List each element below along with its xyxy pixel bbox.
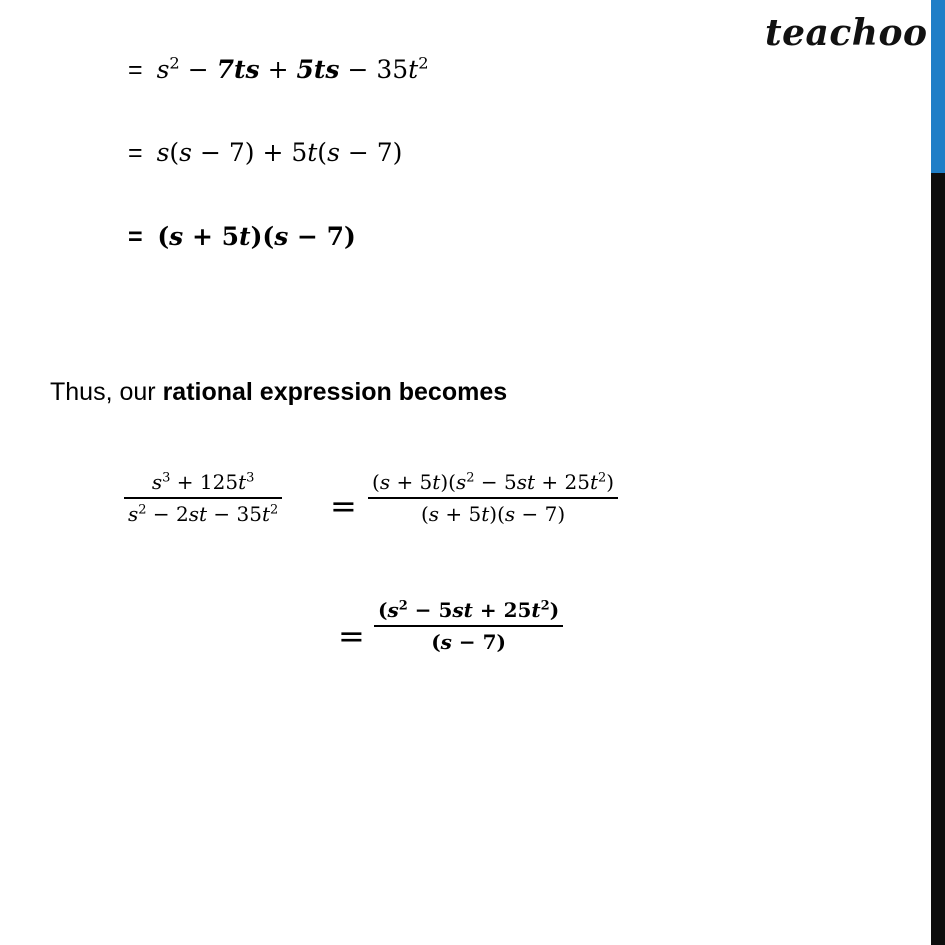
sidebar-accent-bar: [931, 0, 945, 173]
step-3-line: [128, 222, 356, 252]
rhs-numerator: $(s + 5t)(s^2 - 5st + 25t^2)$: [372, 470, 615, 494]
result-numerator: $(s^2 - 5st + 25t^2)$: [378, 598, 560, 622]
rhs-fraction: [368, 470, 618, 526]
result-denominator: (s − 7): [431, 629, 506, 654]
lhs-denominator: $s^2 - 2st - 35t^2$: [128, 501, 279, 526]
step-3-expression: (s + 5t)(s − 7): [157, 222, 356, 251]
rhs-fraction-bar: [368, 497, 618, 499]
thus-sentence: [50, 378, 507, 407]
result-fraction: [374, 598, 563, 654]
sidebar-dark-bar: [931, 173, 945, 945]
step-2-equals: =: [128, 139, 143, 167]
step-1-line: [128, 55, 429, 85]
lhs-numerator: $s^3 + 125t^3$: [151, 470, 255, 494]
result-fraction-bar: [374, 625, 563, 627]
step-3-equals: =: [128, 223, 143, 251]
thus-bold-phrase: rational expression becomes: [162, 378, 508, 406]
eq1-equals-sign: =: [330, 487, 357, 525]
eq2-equals-sign: =: [338, 617, 365, 655]
step-1-equals: =: [128, 56, 143, 84]
lhs-fraction-bar: [124, 497, 282, 499]
lhs-fraction: [124, 470, 282, 526]
thus-prefix: Thus, our: [50, 378, 163, 406]
step-1-expression: $s^2 - 7ts + 5ts - 35t^2$: [156, 53, 429, 84]
step-2-expression: s(s − 7) + 5t(s − 7): [156, 138, 403, 167]
teachoo-logo: teachoo: [765, 12, 928, 54]
rhs-denominator: (s + 5t)(s − 7): [420, 501, 566, 526]
step-2-line: [128, 138, 402, 168]
